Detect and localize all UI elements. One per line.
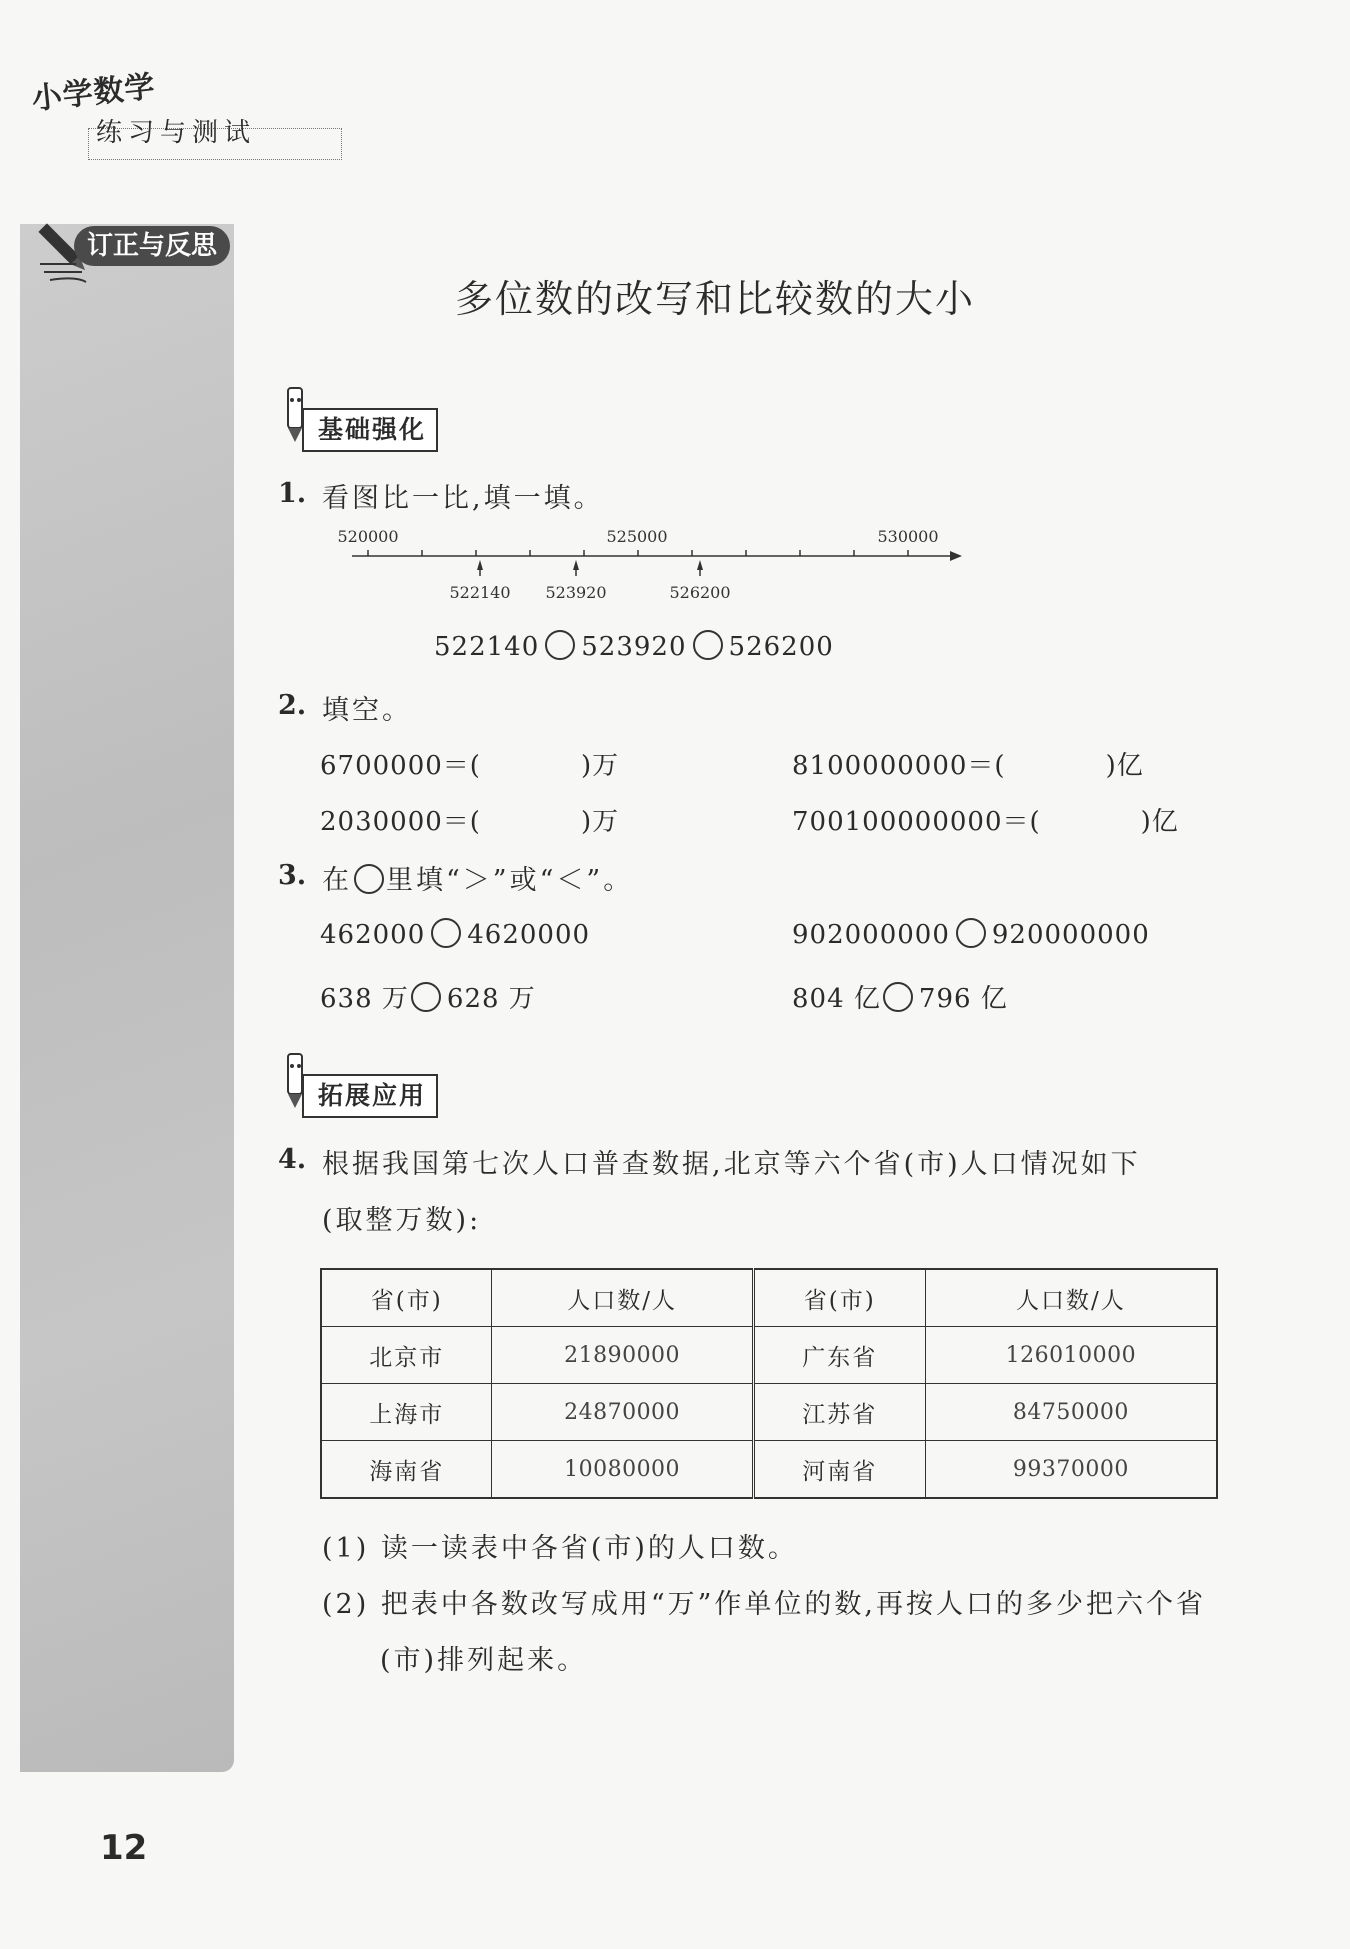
page-title: 多位数的改写和比较数的大小	[454, 277, 975, 321]
q3-item-2: 902000000 920000000	[792, 920, 1150, 950]
nl-top-label-525000: 525000	[606, 527, 668, 546]
question-1-text: 看图比一比,填一填。	[322, 483, 604, 514]
q3-item-4: 804 亿 796 亿	[792, 984, 1008, 1014]
table-header: 省(市)	[321, 1269, 492, 1327]
answer-circle[interactable]	[545, 630, 575, 660]
table-row	[321, 1384, 1217, 1441]
nl-mark-522140	[449, 560, 510, 602]
question-1-number: 1.	[278, 478, 307, 509]
table-cell: 上海市	[321, 1384, 492, 1441]
svg-text:523920: 523920	[545, 583, 607, 602]
nl-top-label-530000: 530000	[877, 527, 939, 546]
table-cell: 21890000	[492, 1327, 753, 1384]
table-header: 省(市)	[753, 1269, 925, 1327]
q3-item-1: 462000 4620000	[320, 920, 591, 950]
circle-symbol	[354, 864, 384, 894]
number-line	[330, 520, 970, 610]
series-subtitle: 练习与测试	[96, 118, 257, 148]
q2-item-3: 2030000＝( )万	[320, 807, 620, 837]
table-cell: 北京市	[321, 1327, 492, 1384]
table-header: 人口数/人	[492, 1269, 753, 1327]
q1-num-b: 523920	[581, 632, 687, 662]
table-cell: 江苏省	[753, 1384, 925, 1441]
q2-item-1: 6700000＝( )万	[320, 751, 620, 781]
q2-item-4: 700100000000＝( )亿	[792, 807, 1179, 837]
sidebar-tab-label: 订正与反思	[74, 226, 230, 266]
svg-text:526200: 526200	[669, 583, 731, 602]
q4-sub-question-1: (1) 读一读表中各省(市)的人口数。	[322, 1533, 798, 1564]
q1-num-c: 526200	[728, 632, 834, 662]
population-table	[320, 1268, 1218, 1499]
question-4-text-line1: 根据我国第七次人口普查数据,北京等六个省(市)人口情况如下	[322, 1149, 1141, 1180]
question-3-number: 3.	[278, 860, 307, 891]
answer-circle[interactable]	[431, 918, 461, 948]
table-cell: 126010000	[925, 1327, 1217, 1384]
table-cell: 84750000	[925, 1384, 1217, 1441]
table-row	[321, 1441, 1217, 1499]
correction-sidebar	[20, 224, 234, 1772]
q2-item-2: 8100000000＝( )亿	[792, 751, 1144, 781]
table-cell: 10080000	[492, 1441, 753, 1499]
section-extend: 拓展应用	[302, 1074, 438, 1118]
q4-sub-question-2-line1: (2) 把表中各数改写成用“万”作单位的数,再按人口的多少把六个省	[322, 1589, 1207, 1620]
table-cell: 海南省	[321, 1441, 492, 1499]
page-number: 12	[100, 1828, 148, 1868]
question-2-number: 2.	[278, 690, 307, 721]
table-cell: 24870000	[492, 1384, 753, 1441]
answer-circle[interactable]	[411, 982, 441, 1012]
answer-circle[interactable]	[883, 982, 913, 1012]
nl-mark-523920	[545, 560, 606, 602]
table-cell: 99370000	[925, 1441, 1217, 1499]
series-title: 小学数学	[30, 69, 158, 118]
q4-sub-question-2-line2: (市)排列起来。	[380, 1645, 588, 1676]
q1-compare-row	[434, 630, 834, 662]
question-2-text: 填空。	[322, 695, 412, 726]
nl-top-label-520000: 520000	[337, 527, 399, 546]
answer-circle[interactable]	[693, 630, 723, 660]
table-cell: 广东省	[753, 1327, 925, 1384]
question-4-text-line2: (取整万数):	[322, 1205, 482, 1236]
table-row	[321, 1327, 1217, 1384]
question-3-text: 在 里填“＞”或“＜”。	[322, 865, 634, 896]
q3-item-3: 638 万 628 万	[320, 984, 536, 1014]
answer-circle[interactable]	[956, 918, 986, 948]
svg-text:522140: 522140	[449, 583, 511, 602]
table-cell: 河南省	[753, 1441, 925, 1499]
question-4-number: 4.	[278, 1144, 307, 1175]
nl-mark-526200	[669, 560, 730, 602]
table-header-row	[321, 1269, 1217, 1327]
section-basic: 基础强化	[302, 408, 438, 452]
q1-num-a: 522140	[434, 632, 540, 662]
table-header: 人口数/人	[925, 1269, 1217, 1327]
